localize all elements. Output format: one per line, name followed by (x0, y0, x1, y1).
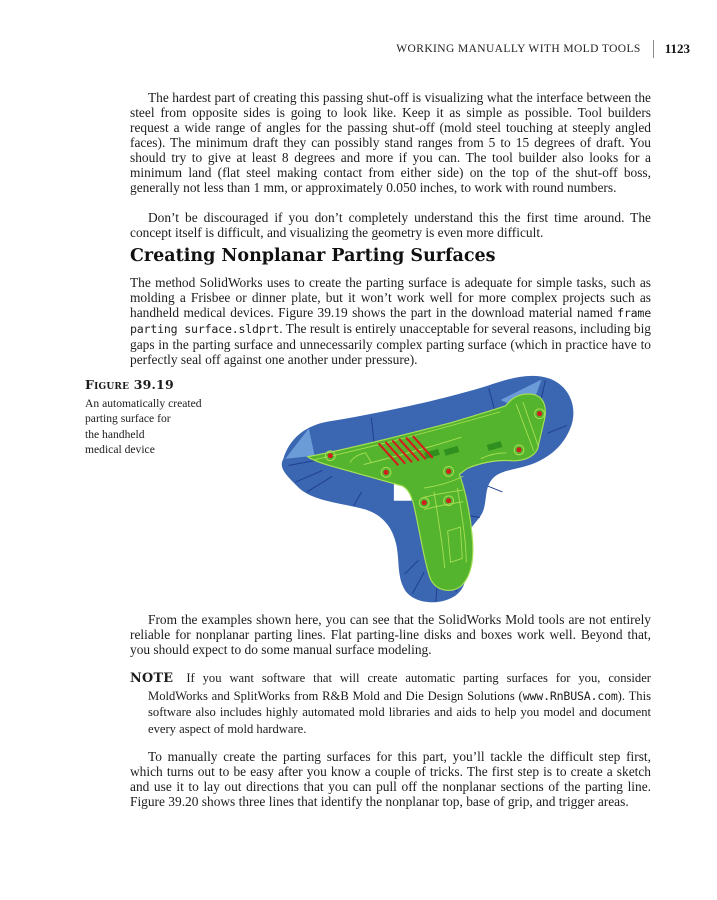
note-url-code: www.RnBUSA.com (522, 688, 618, 703)
figure-caption (85, 377, 265, 458)
running-head-title: WORKING MANUALLY WITH MOLD TOOLS (396, 43, 641, 55)
paragraph-shut-off: The hardest part of creating this passing shut-off is visualizing what the interface between the steel from opposite sides is going to look like. Keep it as simple as possible. Tool builders request a wide range of angles for the passing shut-off (mold steel touching at steeply angled faces). The minimum draft they can possibly stand ranges from 5 to 15 degrees of draft. You should try to give at least 8 degrees and more if you can. The tool builder also looks for a minimum land (flat steel making contact from either side) on the top of the shut-off boss, generally not less than 1 mm, or approximately 0.050 inches, to work with round numbers. (130, 90, 651, 195)
figure-caption-line: the handheld (85, 427, 145, 441)
figure-image (256, 366, 608, 612)
figure-39-19 (256, 366, 608, 612)
figure-caption-line: medical device (85, 443, 155, 456)
running-head (396, 40, 690, 58)
note-text-1: If you want software that will create automatic parting surfaces for you, consider MoldWorks and SplitWorks from R&B Mold and Die Design Solutions ( (148, 671, 651, 703)
paragraph-method-text-1: The method SolidWorks uses to create the parting surface is adequate for simple tasks, such as molding a Frisbee or dinner plate, but it won’t work well for more complex projects such as handheld medical devices. Figure 39.19 shows the part in the download material named (130, 275, 651, 320)
figure-caption-line: parting surface for (85, 412, 171, 425)
filename-code: frame parting surface.sldprt (130, 306, 651, 336)
note-text-2: ). This software also includes highly automated mold libraries and aids to help you model and document every aspect of mold hardware. (148, 688, 651, 736)
paragraph-manual-steps: To manually create the parting surfaces for this part, you’ll tackle the difficult step first, which turns out to be easy after you know a couple of tricks. The first step is to create a sketch and use it to lay out directions that you can pull off the nonplanar sections of the parting line. Figure 39.20 shows three lines that identify the nonplanar top, base of grip, and trigger areas. (130, 749, 651, 809)
paragraph-discouraged: Don’t be discouraged if you don’t completely understand this the first time around. The concept itself is difficult, and visualizing the geometry is even more difficult. (130, 210, 651, 240)
figure-caption-line: An automatically created (85, 396, 202, 410)
page-number: 1123 (664, 41, 690, 56)
paragraph-method (130, 275, 651, 367)
section-heading: Creating Nonplanar Parting Surfaces (130, 246, 496, 266)
running-head-divider (653, 40, 654, 58)
figure-label: Figure 39.19 (85, 377, 174, 392)
paragraph-examples: From the examples shown here, you can see that the SolidWorks Mold tools are not entirely reliable for nonplanar parting lines. Flat parting-line disks and boxes work well. Beyond that, you should expect to do some manual surface modeling. (130, 612, 651, 657)
note-block (130, 670, 651, 737)
note-label: NOTE (130, 671, 174, 686)
paragraph-method-text-2: . The result is entirely unacceptable for several reasons, including big gaps in the parting surface and unnecessarily complex parting surface (which in practice have to perfectly seal off against one another under pressure). (130, 321, 651, 367)
